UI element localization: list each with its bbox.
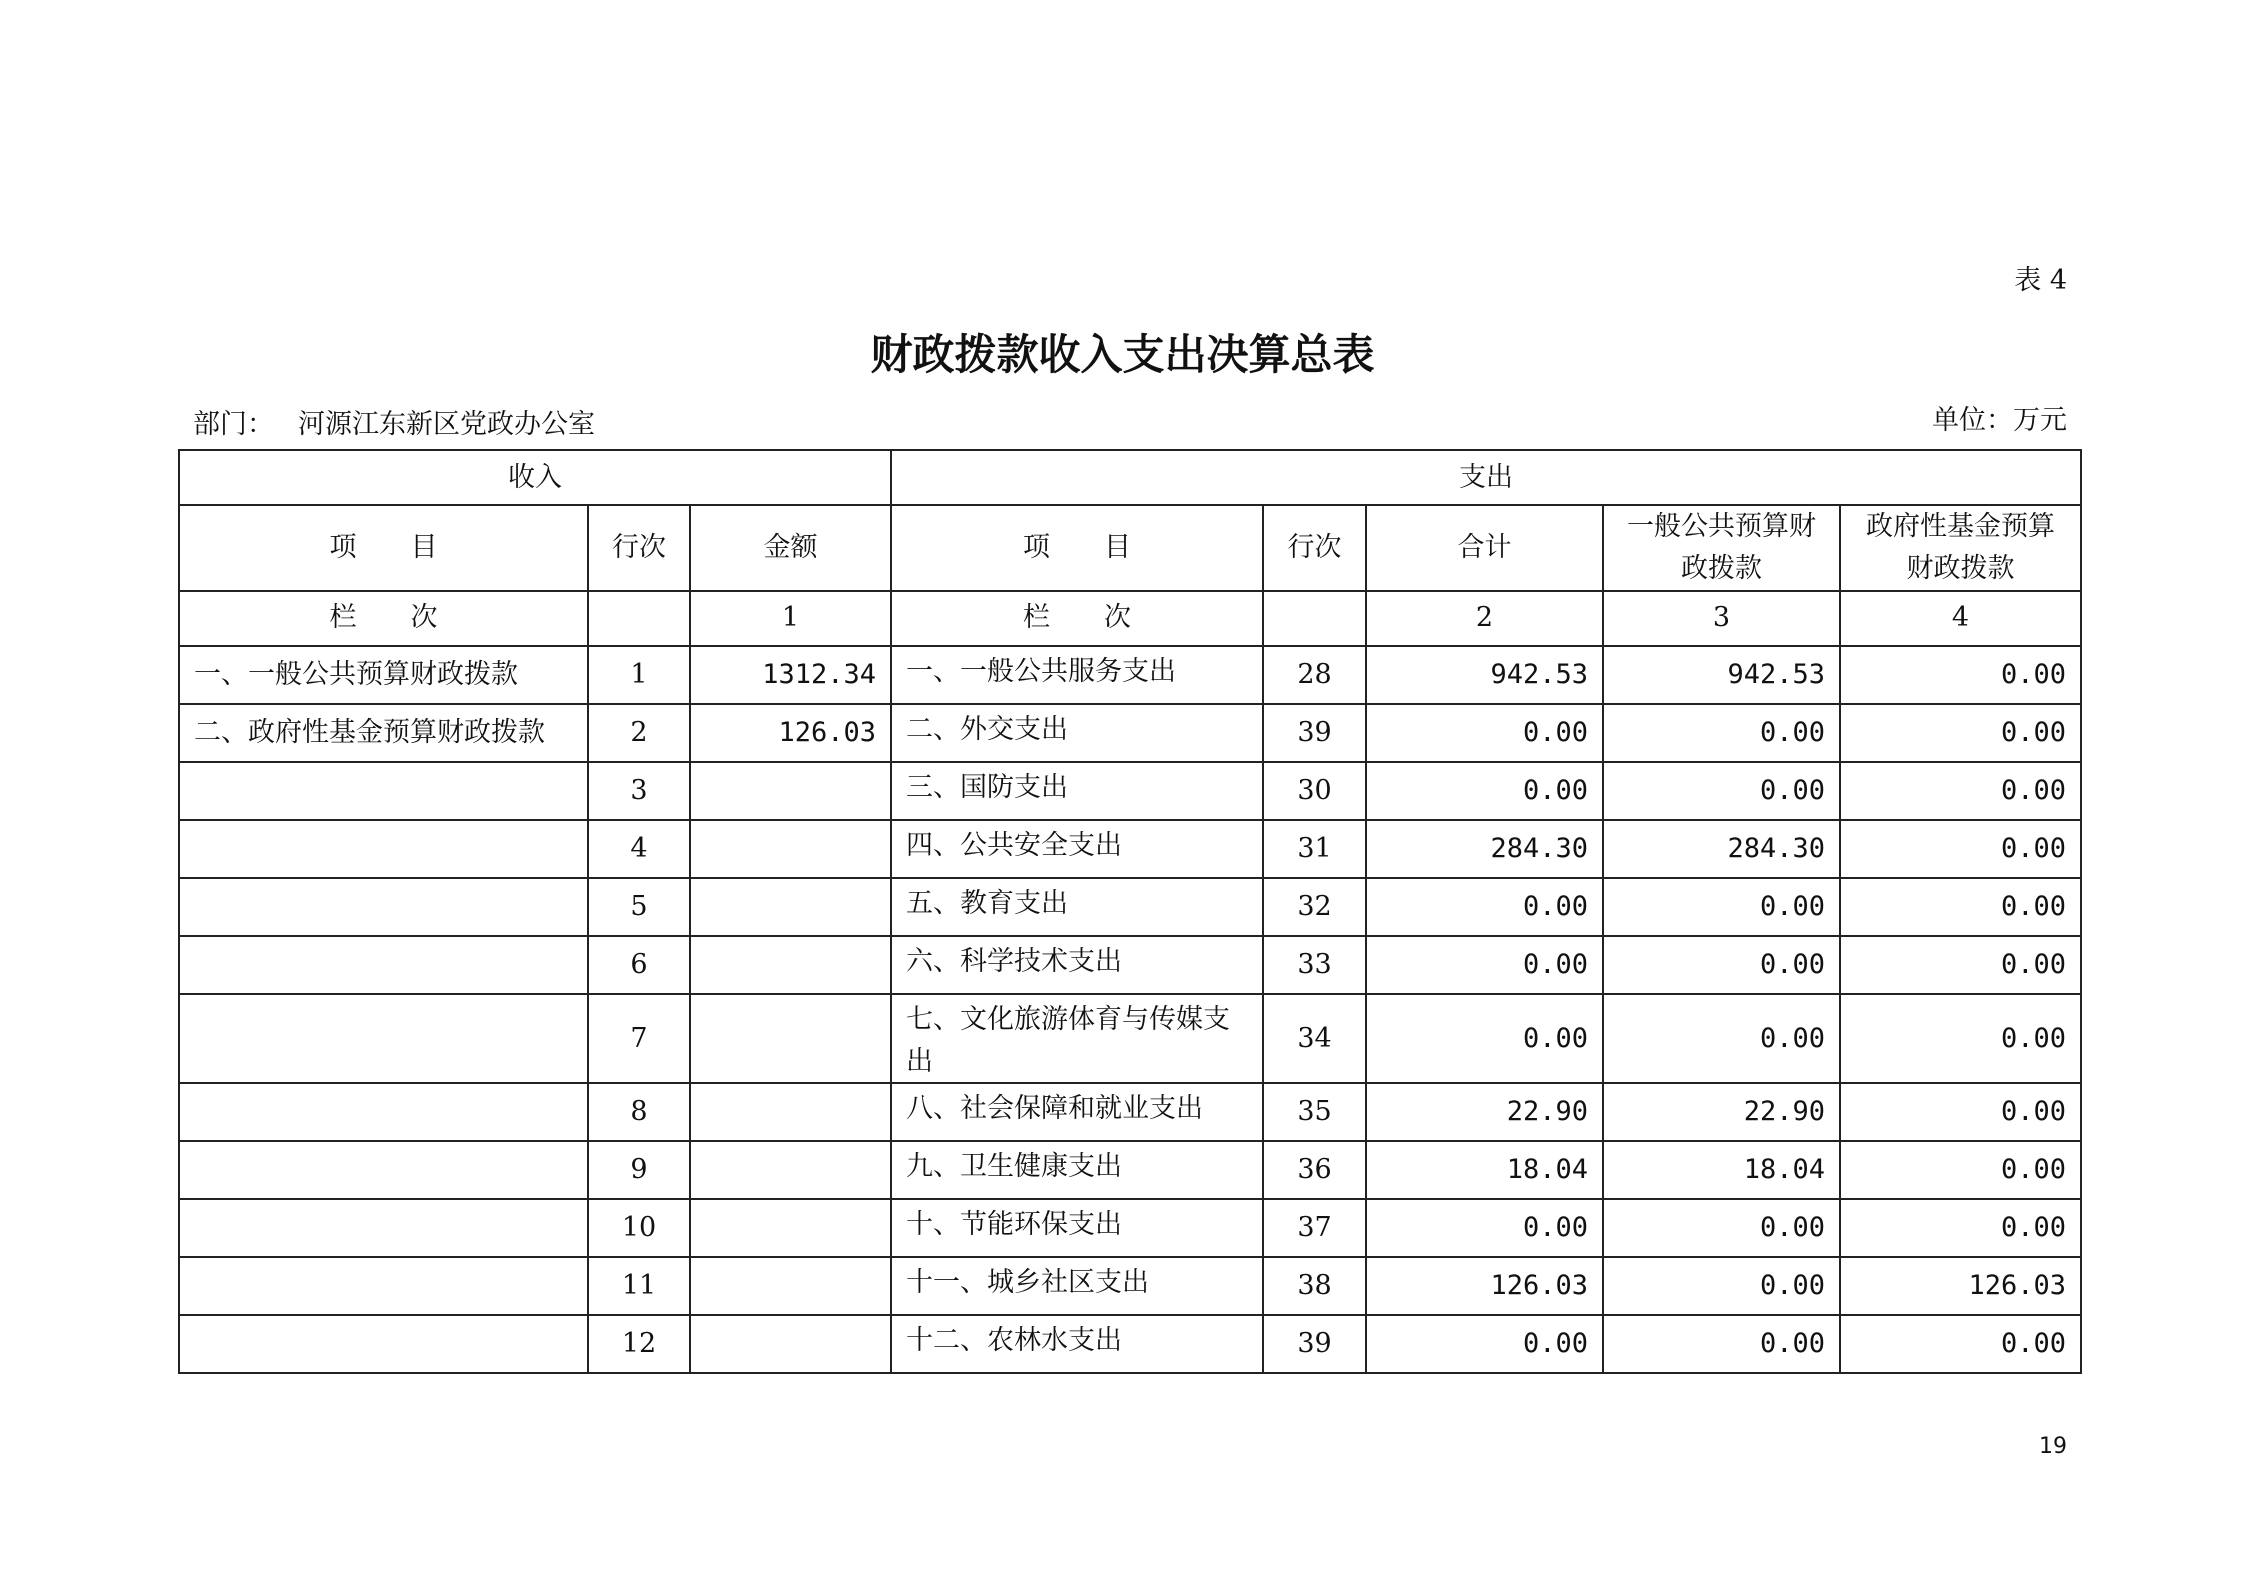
expense-fund-cell: 0.00 [1840, 936, 2081, 994]
income-amount-cell [690, 878, 891, 936]
expense-general-cell: 0.00 [1603, 1199, 1840, 1257]
income-item-cell [179, 1199, 588, 1257]
table-row [179, 1257, 2081, 1315]
income-amount-cell [690, 1315, 891, 1373]
income-row-number: 6 [588, 936, 690, 994]
expense-total-cell: 0.00 [1366, 762, 1603, 820]
expense-row-number: 39 [1263, 1315, 1366, 1373]
income-item-cell [179, 820, 588, 878]
income-row-number: 1 [588, 646, 690, 704]
expense-item-cell: 八、社会保障和就业支出 [891, 1083, 1263, 1141]
income-row-number: 3 [588, 762, 690, 820]
expense-row-number: 32 [1263, 878, 1366, 936]
income-item-cell [179, 1141, 588, 1199]
table-row [179, 1083, 2081, 1141]
expense-item-header: 项 目 [891, 505, 1263, 591]
income-row-number: 4 [588, 820, 690, 878]
income-item-cell: 二、政府性基金预算财政拨款 [179, 704, 588, 762]
department-label: 部门： [193, 409, 274, 440]
expense-item-cell: 四、公共安全支出 [891, 820, 1263, 878]
expense-fund-cell: 0.00 [1840, 1315, 2081, 1373]
expense-total-cell: 126.03 [1366, 1257, 1603, 1315]
income-item-cell [179, 994, 588, 1084]
column-index-blank [1263, 591, 1366, 646]
column-index-1: 1 [690, 591, 891, 646]
column-index-3: 3 [1603, 591, 1840, 646]
expense-fund-cell: 0.00 [1840, 1083, 2081, 1141]
income-amount-cell [690, 994, 891, 1084]
expense-general-cell: 0.00 [1603, 936, 1840, 994]
table-row [179, 878, 2081, 936]
table-row [179, 1141, 2081, 1199]
expense-item-cell: 十二、农林水支出 [891, 1315, 1263, 1373]
expense-row-number: 38 [1263, 1257, 1366, 1315]
expense-fund-cell: 0.00 [1840, 1199, 2081, 1257]
expense-total-cell: 18.04 [1366, 1141, 1603, 1199]
expense-row-number: 30 [1263, 762, 1366, 820]
expense-total-cell: 0.00 [1366, 1315, 1603, 1373]
expense-total-header: 合计 [1366, 505, 1603, 591]
expense-item-cell: 十、节能环保支出 [891, 1199, 1263, 1257]
expense-general-cell: 0.00 [1603, 994, 1840, 1084]
expense-total-cell: 0.00 [1366, 878, 1603, 936]
income-amount-cell [690, 1083, 891, 1141]
expense-fund-cell: 0.00 [1840, 704, 2081, 762]
expense-total-cell: 284.30 [1366, 820, 1603, 878]
expense-general-cell: 0.00 [1603, 1315, 1840, 1373]
expense-total-cell: 22.90 [1366, 1083, 1603, 1141]
income-amount-cell [690, 1257, 891, 1315]
income-row-header: 行次 [588, 505, 690, 591]
expense-row-number: 37 [1263, 1199, 1366, 1257]
expense-total-cell: 0.00 [1366, 1199, 1603, 1257]
income-amount-cell [690, 1141, 891, 1199]
table-row [179, 646, 2081, 704]
expense-total-cell: 942.53 [1366, 646, 1603, 704]
expense-row-header: 行次 [1263, 505, 1366, 591]
income-row-number: 2 [588, 704, 690, 762]
expense-row-number: 36 [1263, 1141, 1366, 1199]
expense-item-cell: 六、科学技术支出 [891, 936, 1263, 994]
unit-label: 单位：万元 [1932, 405, 2067, 436]
column-index-label-left: 栏 次 [179, 591, 588, 646]
expense-total-cell: 0.00 [1366, 704, 1603, 762]
expense-total-cell: 0.00 [1366, 936, 1603, 994]
table-row [179, 1199, 2081, 1257]
income-amount-cell [690, 762, 891, 820]
expense-general-cell: 284.30 [1603, 820, 1840, 878]
income-row-number: 5 [588, 878, 690, 936]
column-index-label-right: 栏 次 [891, 591, 1263, 646]
table-row [179, 994, 2081, 1084]
income-item-cell [179, 878, 588, 936]
income-item-cell [179, 936, 588, 994]
department-value: 河源江东新区党政办公室 [298, 409, 595, 440]
income-row-number: 7 [588, 994, 690, 1084]
expense-fund-cell: 0.00 [1840, 994, 2081, 1084]
income-amount-cell: 126.03 [690, 704, 891, 762]
expense-item-cell: 五、教育支出 [891, 878, 1263, 936]
income-amount-cell [690, 1199, 891, 1257]
income-item-cell [179, 1315, 588, 1373]
page-number: 19 [2039, 1434, 2067, 1459]
income-amount-header: 金额 [690, 505, 891, 591]
expense-general-header: 一般公共预算财政拨款 [1603, 505, 1840, 591]
column-index-2: 2 [1366, 591, 1603, 646]
table-row [179, 1315, 2081, 1373]
expense-total-cell: 0.00 [1366, 994, 1603, 1084]
expense-row-number: 31 [1263, 820, 1366, 878]
income-amount-cell [690, 820, 891, 878]
expense-fund-cell: 0.00 [1840, 646, 2081, 704]
income-item-header: 项 目 [179, 505, 588, 591]
income-item-cell [179, 1083, 588, 1141]
expense-general-cell: 0.00 [1603, 1257, 1840, 1315]
table-number: 表 4 [2014, 265, 2067, 296]
table-row [179, 936, 2081, 994]
table-row [179, 820, 2081, 878]
column-index-blank [588, 591, 690, 646]
expense-fund-cell: 0.00 [1840, 1141, 2081, 1199]
expense-item-cell: 一、一般公共服务支出 [891, 646, 1263, 704]
expense-general-cell: 0.00 [1603, 762, 1840, 820]
expense-general-cell: 0.00 [1603, 704, 1840, 762]
table-row [179, 762, 2081, 820]
expense-general-cell: 18.04 [1603, 1141, 1840, 1199]
budget-summary-table [178, 449, 2082, 1374]
column-index-4: 4 [1840, 591, 2081, 646]
expense-item-cell: 十一、城乡社区支出 [891, 1257, 1263, 1315]
expense-fund-cell: 126.03 [1840, 1257, 2081, 1315]
expense-general-cell: 0.00 [1603, 878, 1840, 936]
income-item-cell [179, 762, 588, 820]
expense-fund-cell: 0.00 [1840, 878, 2081, 936]
expense-row-number: 34 [1263, 994, 1366, 1084]
page-title: 财政拨款收入支出决算总表 [870, 330, 1375, 379]
expense-item-cell: 九、卫生健康支出 [891, 1141, 1263, 1199]
income-item-cell [179, 1257, 588, 1315]
expense-general-cell: 22.90 [1603, 1083, 1840, 1141]
expense-fund-header: 政府性基金预算财政拨款 [1840, 505, 2081, 591]
table-row [179, 704, 2081, 762]
income-item-cell: 一、一般公共预算财政拨款 [179, 646, 588, 704]
department-line [193, 402, 595, 441]
expense-section-header: 支出 [891, 450, 2081, 505]
expense-item-cell: 三、国防支出 [891, 762, 1263, 820]
expense-row-number: 39 [1263, 704, 1366, 762]
income-row-number: 12 [588, 1315, 690, 1373]
income-row-number: 10 [588, 1199, 690, 1257]
expense-fund-cell: 0.00 [1840, 762, 2081, 820]
income-amount-cell: 1312.34 [690, 646, 891, 704]
expense-item-cell: 二、外交支出 [891, 704, 1263, 762]
expense-row-number: 28 [1263, 646, 1366, 704]
income-amount-cell [690, 936, 891, 994]
income-row-number: 11 [588, 1257, 690, 1315]
income-section-header: 收入 [179, 450, 891, 505]
expense-general-cell: 942.53 [1603, 646, 1840, 704]
income-row-number: 9 [588, 1141, 690, 1199]
expense-item-cell: 七、文化旅游体育与传媒支出 [891, 994, 1263, 1084]
expense-row-number: 33 [1263, 936, 1366, 994]
income-row-number: 8 [588, 1083, 690, 1141]
expense-fund-cell: 0.00 [1840, 820, 2081, 878]
expense-row-number: 35 [1263, 1083, 1366, 1141]
